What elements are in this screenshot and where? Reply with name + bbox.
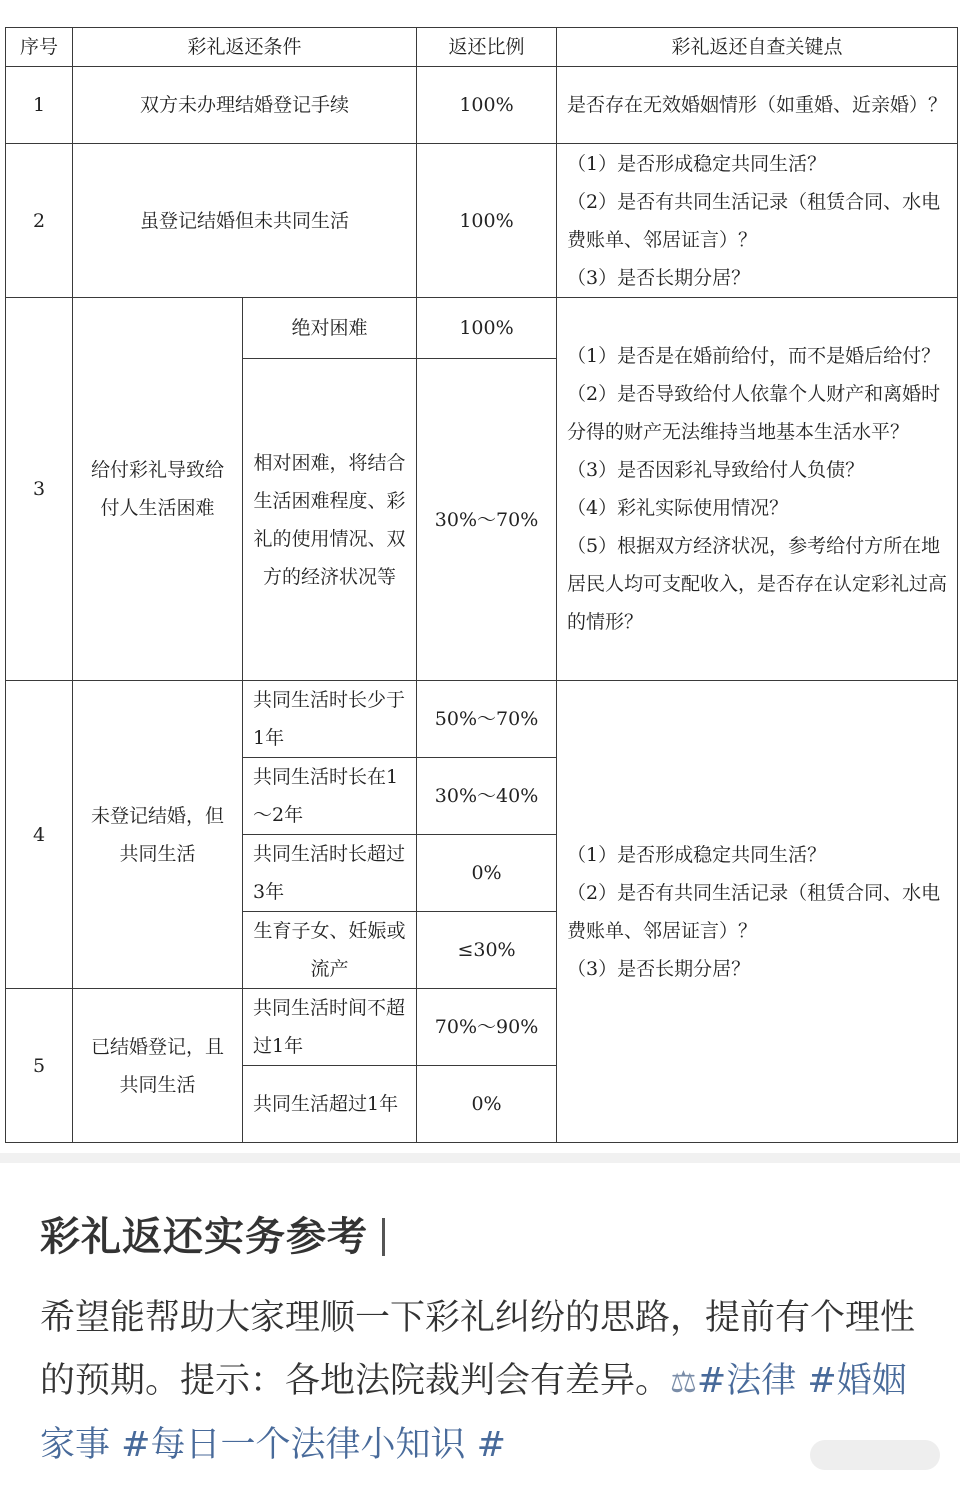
row-condition: 未登记结婚，但共同生活 bbox=[73, 681, 243, 989]
row-key-points bbox=[557, 681, 958, 1143]
key-point: （1）是否形成稳定共同生活？ bbox=[567, 843, 827, 866]
table-header-row bbox=[6, 28, 958, 67]
row-ratio: ≤30% bbox=[417, 912, 557, 989]
row-no: 1 bbox=[6, 67, 73, 144]
key-point: （1）是否是在婚前给付，而不是婚后给付？ bbox=[567, 345, 941, 367]
sub-condition: 共同生活时长超过3年 bbox=[243, 835, 417, 912]
row-condition: 双方未办理结婚登记手续 bbox=[73, 67, 417, 144]
row-ratio: 30%～70% bbox=[417, 359, 557, 681]
row-ratio: 100% bbox=[417, 298, 557, 359]
scale-icon: ⚖ bbox=[670, 1365, 697, 1400]
title-caret bbox=[382, 1218, 385, 1256]
row-condition: 已结婚登记，且共同生活 bbox=[73, 989, 243, 1143]
key-point: （2）是否有共同生活记录（租赁合同、水电费账单、邻居证言）？ bbox=[567, 881, 941, 942]
row-no: 5 bbox=[6, 989, 73, 1143]
row-ratio: 50%～70% bbox=[417, 681, 557, 758]
post-title-text: 彩礼返还实务参考 bbox=[40, 1214, 368, 1260]
row-ratio: 30%～40% bbox=[417, 758, 557, 835]
hashtag-marriage-family[interactable]: #婚姻家事 bbox=[40, 1361, 907, 1465]
row-ratio: 0% bbox=[417, 1066, 557, 1143]
row-key-points bbox=[557, 298, 958, 681]
post-body-text: 希望能帮助大家理顺一下彩礼纠纷的思路，提前有个理性的预期。提示：各地法院裁判会有差异。 bbox=[40, 1298, 916, 1401]
table-row bbox=[6, 681, 958, 758]
row-key-points bbox=[557, 144, 958, 298]
watermark bbox=[810, 1440, 940, 1470]
row-no: 2 bbox=[6, 144, 73, 298]
row-ratio: 100% bbox=[417, 67, 557, 144]
sub-condition: 共同生活时间不超过1年 bbox=[243, 989, 417, 1066]
sub-condition: 共同生活时长少于1年 bbox=[243, 681, 417, 758]
post-body bbox=[40, 1287, 920, 1477]
key-point: （1）是否形成稳定共同生活？ bbox=[567, 152, 827, 175]
hashtag-overflow[interactable]: # bbox=[476, 1425, 506, 1465]
sub-condition: 相对困难，将结合生活困难程度、彩礼的使用情况、双方的经济状况等 bbox=[243, 359, 417, 681]
table-row bbox=[6, 298, 958, 359]
header-ratio: 返还比例 bbox=[417, 28, 557, 67]
table-row bbox=[6, 144, 958, 298]
sub-condition: 共同生活时长在1～2年 bbox=[243, 758, 417, 835]
hashtag-law[interactable]: #法律 bbox=[696, 1361, 797, 1401]
row-condition: 给付彩礼导致给付人生活困难 bbox=[73, 298, 243, 681]
key-point: （5）根据双方经济状况，参考给付方所在地居民人均可支配收入，是否存在认定彩礼过高的情形？ bbox=[567, 535, 948, 633]
row-ratio: 0% bbox=[417, 835, 557, 912]
row-condition: 虽登记结婚但未共同生活 bbox=[73, 144, 417, 298]
divider bbox=[0, 1153, 960, 1163]
header-key-points: 彩礼返还自查关键点 bbox=[557, 28, 958, 67]
header-condition: 彩礼返还条件 bbox=[73, 28, 417, 67]
post-title bbox=[40, 1205, 385, 1262]
key-point: （3）是否长期分居？ bbox=[567, 957, 751, 980]
sub-condition: 生育子女、妊娠或流产 bbox=[243, 912, 417, 989]
sub-condition: 绝对困难 bbox=[243, 298, 417, 359]
key-point: （3）是否因彩礼导致给付人负债？ bbox=[567, 459, 865, 481]
row-no: 3 bbox=[6, 298, 73, 681]
key-point: （2）是否有共同生活记录（租赁合同、水电费账单、邻居证言）？ bbox=[567, 190, 941, 251]
row-ratio: 100% bbox=[417, 144, 557, 298]
row-no: 4 bbox=[6, 681, 73, 989]
header-no: 序号 bbox=[6, 28, 73, 67]
key-point: （3）是否长期分居？ bbox=[567, 266, 751, 289]
bride-price-table bbox=[5, 27, 958, 1143]
key-point: （4）彩礼实际使用情况？ bbox=[567, 497, 789, 519]
key-point: （2）是否导致给付人依靠个人财产和离婚时分得的财产无法维持当地基本生活水平？ bbox=[567, 383, 941, 443]
table-row bbox=[6, 67, 958, 144]
key-point: 是否存在无效婚姻情形（如重婚、近亲婚）？ bbox=[567, 94, 948, 116]
hashtag-daily-law-tip[interactable]: #每日一个法律小知识 bbox=[121, 1425, 466, 1465]
row-key-points bbox=[557, 67, 958, 144]
sub-condition: 共同生活超过1年 bbox=[243, 1066, 417, 1143]
row-ratio: 70%～90% bbox=[417, 989, 557, 1066]
